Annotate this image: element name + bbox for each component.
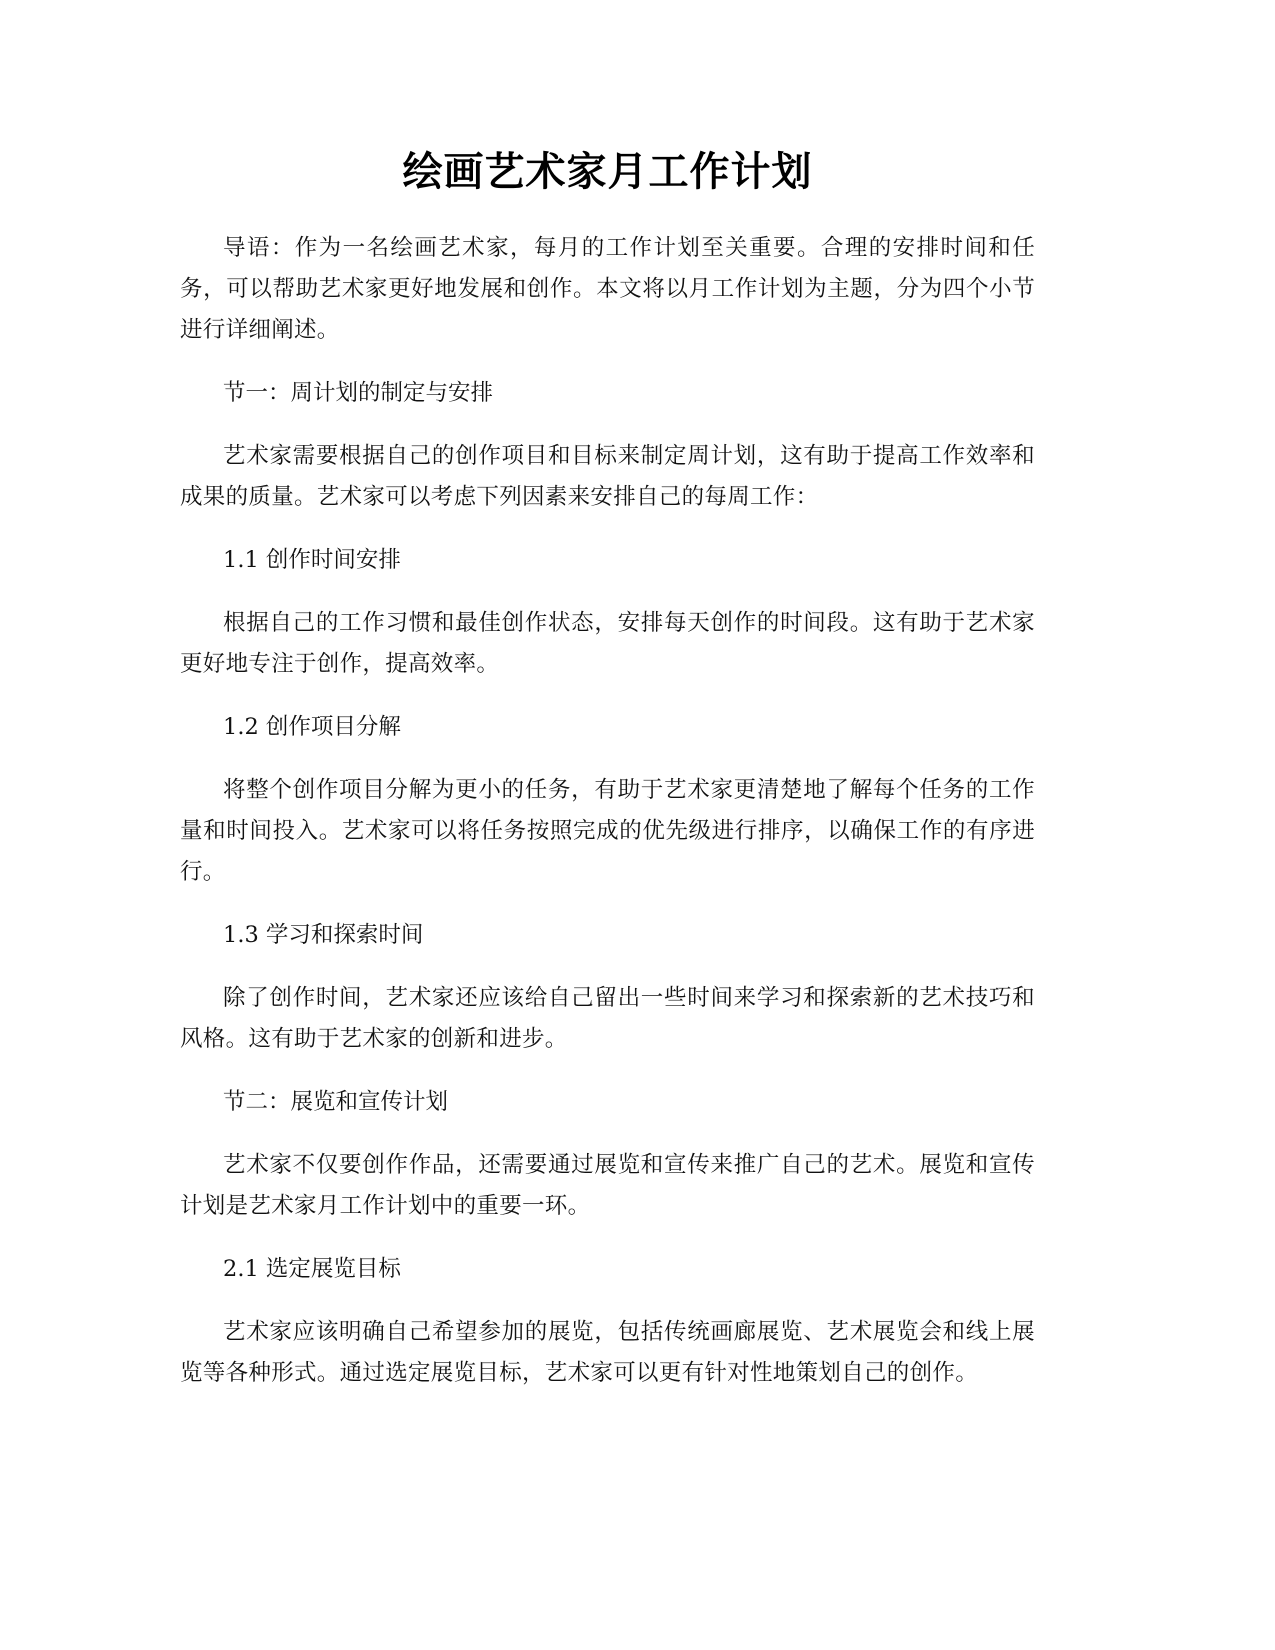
- subsection-1-1-heading: 1.1 创作时间安排: [223, 547, 401, 573]
- subsection-2-1-paragraph: 艺术家应该明确自己希望参加的展览，包括传统画廊展览、艺术展览会和线上展览等各种形式。通过选定展览目标，艺术家可以更有针对性地策划自己的创作。: [180, 1319, 1035, 1386]
- section-2-paragraph: 艺术家不仅要创作作品，还需要通过展览和宣传来推广自己的艺术。展览和宣传计划是艺术家月工作计划中的重要一环。: [180, 1152, 1035, 1219]
- subsection-1-2-paragraph: 将整个创作项目分解为更小的任务，有助于艺术家更清楚地了解每个任务的工作量和时间投入。艺术家可以将任务按照完成的优先级进行排序，以确保工作的有序进行。: [180, 777, 1035, 885]
- section-1-paragraph: 艺术家需要根据自己的创作项目和目标来制定周计划，这有助于提高工作效率和成果的质量。艺术家可以考虑下列因素来安排自己的每周工作：: [180, 443, 1035, 510]
- subsection-2-1-heading: 2.1 选定展览目标: [223, 1256, 401, 1282]
- section-1-heading: 节一：周计划的制定与安排: [223, 380, 494, 406]
- section-2-heading: 节二：展览和宣传计划: [223, 1089, 449, 1115]
- subsection-1-2-heading: 1.2 创作项目分解: [223, 714, 401, 740]
- subsection-1-1-paragraph: 根据自己的工作习惯和最佳创作状态，安排每天创作的时间段。这有助于艺术家更好地专注于创作，提高效率。: [180, 610, 1035, 677]
- document-title: 绘画艺术家月工作计划: [402, 149, 813, 195]
- intro-paragraph: 导语：作为一名绘画艺术家，每月的工作计划至关重要。合理的安排时间和任务，可以帮助艺术家更好地发展和创作。本文将以月工作计划为主题，分为四个小节进行详细阐述。: [180, 235, 1035, 343]
- subsection-1-3-paragraph: 除了创作时间，艺术家还应该给自己留出一些时间来学习和探索新的艺术技巧和风格。这有助于艺术家的创新和进步。: [180, 985, 1035, 1052]
- document-body: [180, 142, 1035, 1416]
- subsection-1-3-heading: 1.3 学习和探索时间: [223, 922, 424, 948]
